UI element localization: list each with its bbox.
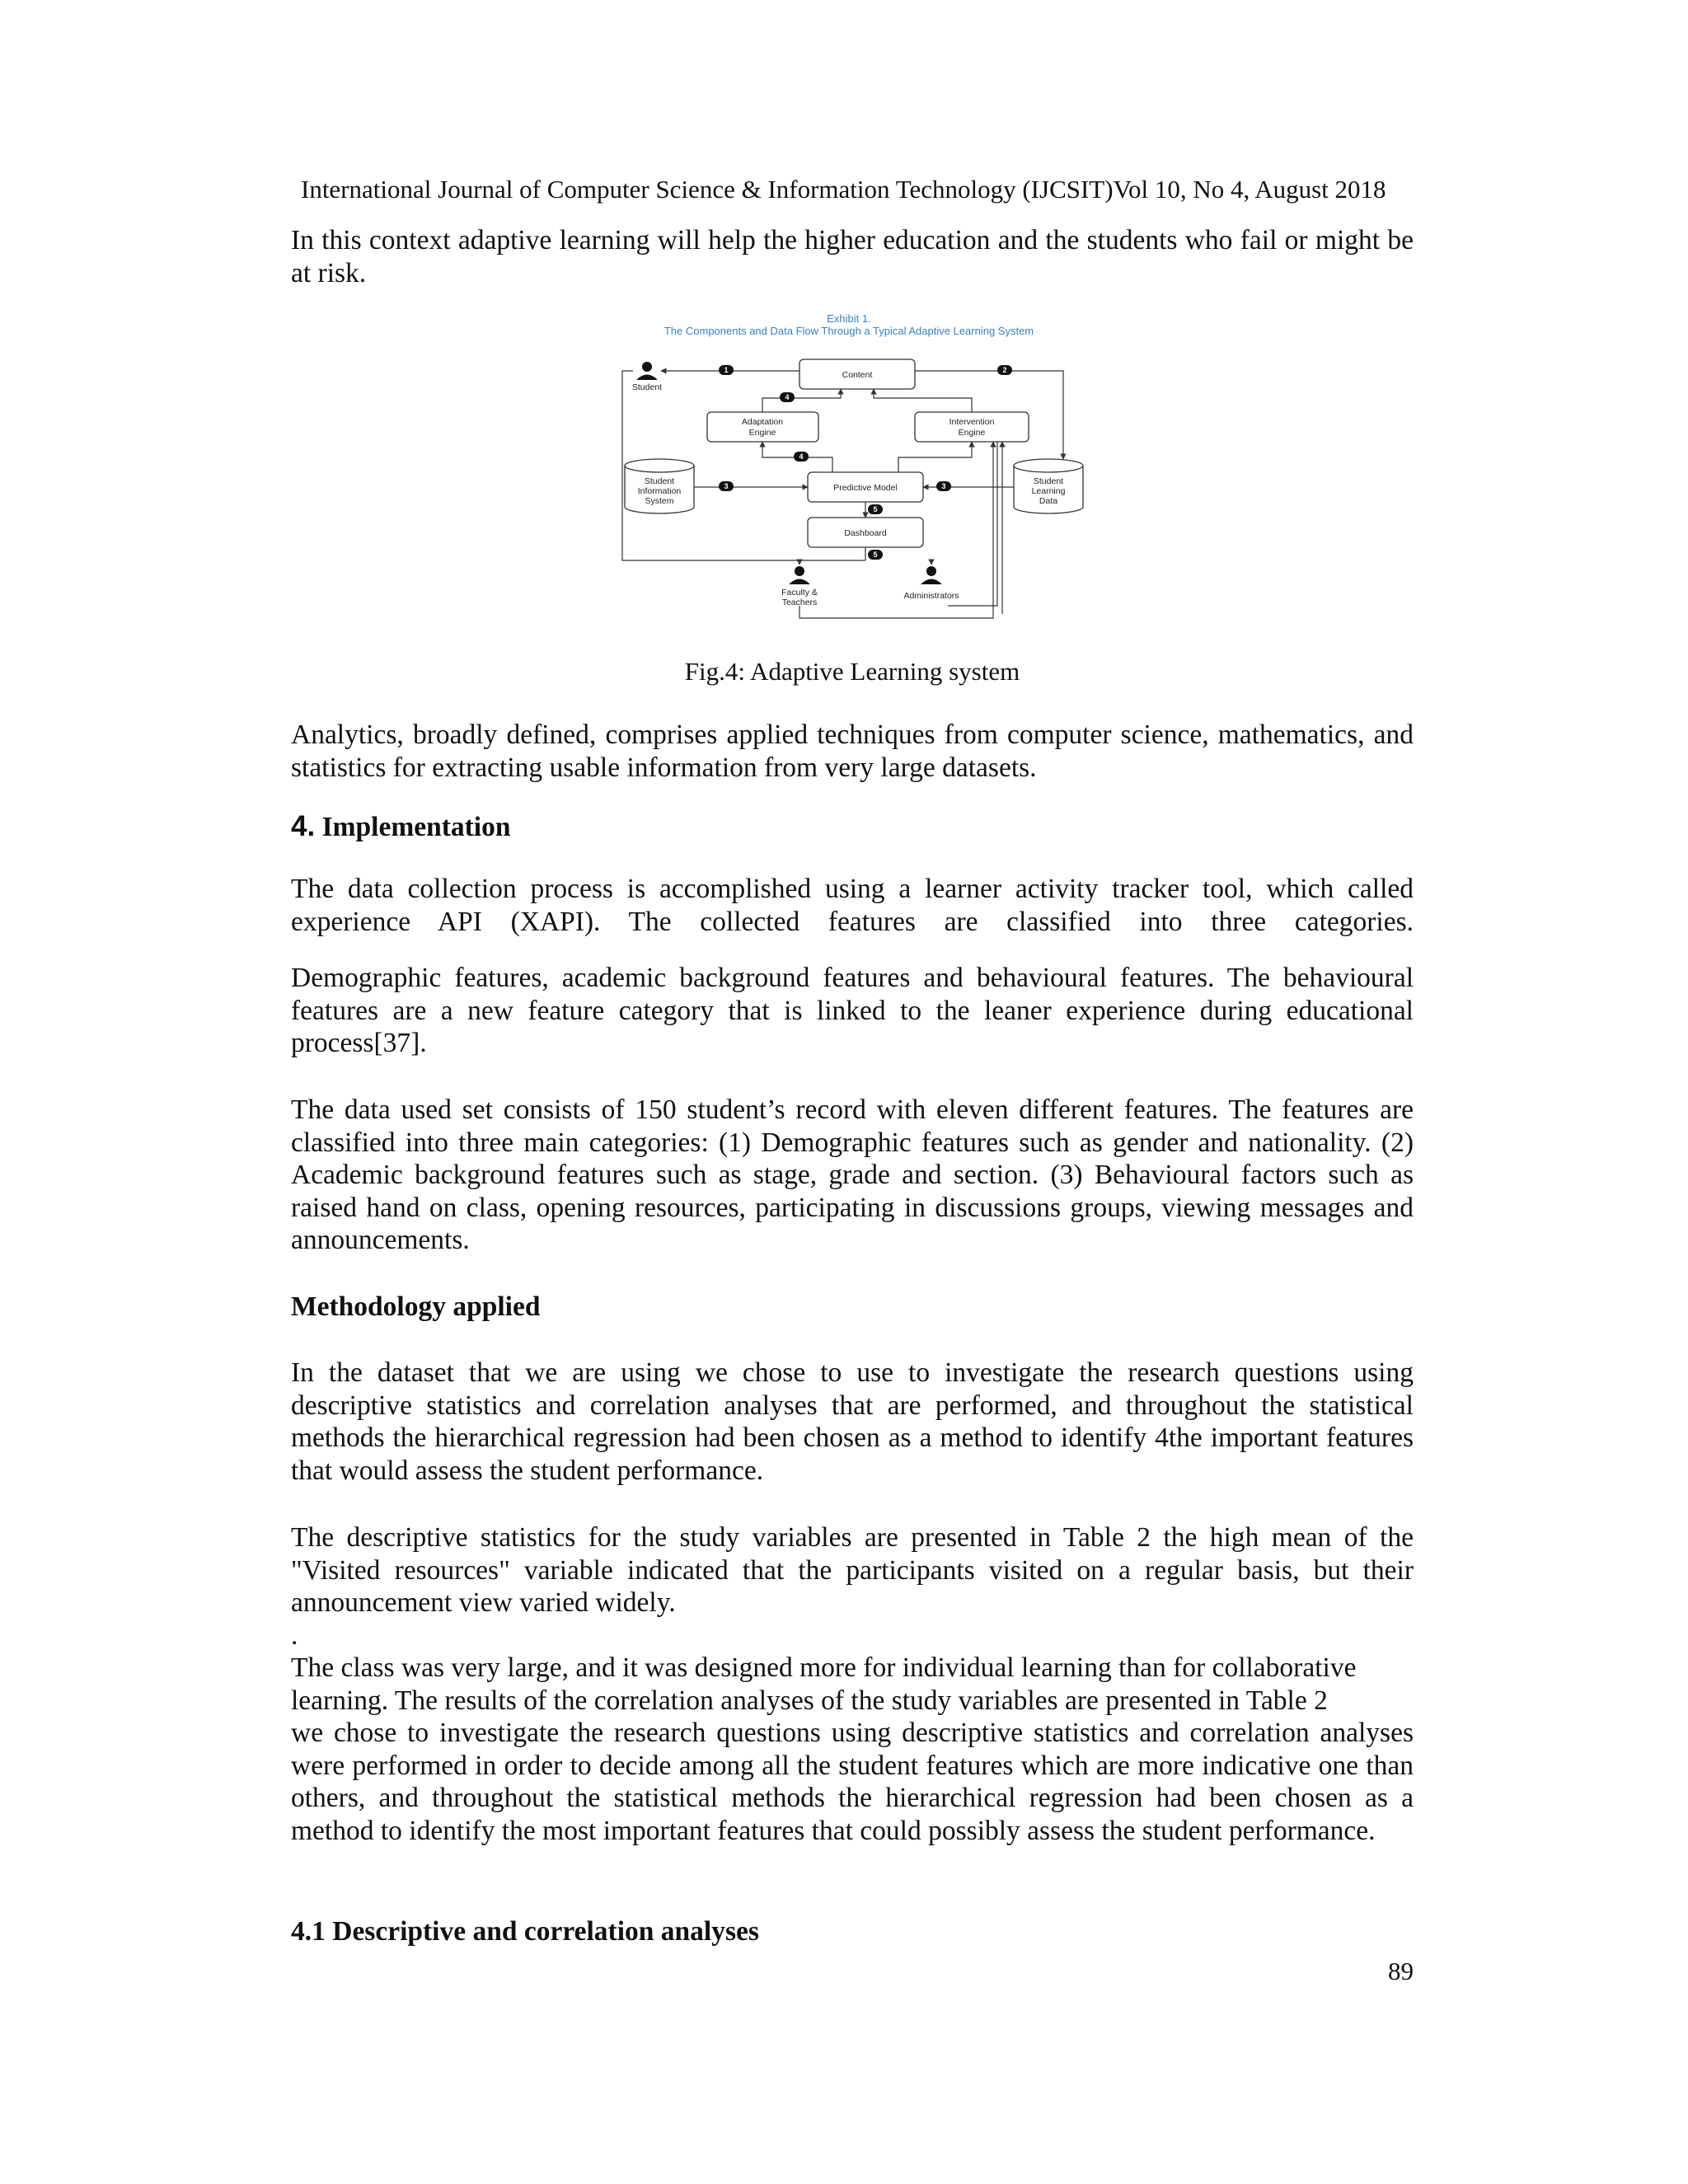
svg-text:3: 3 [724,482,729,490]
sis-label-2: Information [637,486,682,496]
descriptive-paragraph [291,1521,1414,1847]
descriptive-text: The descriptive statistics for the study variables are presented in Table 2 the high mean of the "Visited resources" variable indicated that the participants visited on a regular basis, but their announcement view varied widely. [291,1522,1414,1618]
section-4-heading [291,810,510,843]
section-41-heading: 4.1 Descriptive and correlation analyses [291,1916,759,1947]
class-text-2: we chose to investigate the research questions using descriptive statistics and correlation analyses were performed in order to decide among all the student features which are more indicative one than others, and throughout the statistical methods the hierarchical regression had been chosen as a method to identify the most important features that could possibly assess the student performance. [291,1718,1414,1846]
dot-line: . [291,1619,298,1651]
collection-paragraph [291,873,1414,938]
exhibit-title: The Components and Data Flow Through a Typical Adaptive Learning System [663,325,1034,337]
administrators-person-icon [921,566,942,584]
dataset-paragraph [291,1094,1414,1257]
section-4-title: Implementation [321,812,511,842]
svg-text:2: 2 [1002,366,1007,374]
adaptation-label-1: Adaptation [741,417,784,427]
faculty-person-icon [789,566,810,584]
badge-4-mid [794,452,809,462]
badge-4-top [780,392,795,402]
svg-text:4: 4 [785,393,790,401]
sis-label-1: Student [644,476,675,486]
badge-1 [719,365,734,375]
demographic-paragraph [291,962,1414,1060]
running-header: International Journal of Computer Science & Information Technology (IJCSIT)Vol 10, No 4, August 2018 [301,175,1386,204]
sis-label-3: System [645,496,674,506]
intervention-label-1: Intervention [949,417,995,427]
svg-text:3: 3 [941,482,946,490]
administrators-label: Administrators [903,591,959,601]
page-number: 89 [1388,1957,1414,1985]
student-label: Student [631,382,663,392]
demographic-text: Demographic features, academic background features and behavioural features. The behavioural features are a new feature category that is linked to the leaner experience during educational process[37]. [291,963,1414,1058]
section-4-number: 4. [291,810,316,842]
figure-caption: Fig.4: Adaptive Learning system [684,657,1020,686]
diagram-svg [569,309,1129,630]
dashboard-label: Dashboard [844,528,887,538]
intro-text: In this context adaptive learning will help the higher education and the students who fail or might be at risk. [291,225,1414,288]
collection-text: The data collection process is accomplished using a learner activity tracker tool, which called experience API (XAPI). The collected features are classified into three categories. [291,874,1414,937]
adaptive-learning-diagram [569,309,1129,630]
sld-label-3: Data [1039,496,1058,506]
methodology-heading: Methodology applied [291,1291,541,1322]
faculty-label-1: Faculty & [781,588,818,598]
intervention-label-2: Engine [958,428,986,438]
class-text-1: The class was very large, and it was designed more for individual learning than for collaborative learning. The results of the correlation analyses of the study variables are presented in Table 2 [291,1652,1357,1716]
badge-5-top [868,504,883,514]
intro-paragraph [291,224,1414,289]
badge-3-left [719,481,734,491]
sld-label-1: Student [1033,476,1064,486]
method-paragraph [291,1357,1414,1487]
method-text: In the dataset that we are using we chose to use to investigate the research questions using descriptive statistics and correlation analyses that are performed, and throughout the statistical methods the hierarchical regression had been chosen as a method to identify 4the important features that would assess the student performance. [291,1357,1414,1486]
badge-3-right [936,481,951,491]
svg-text:4: 4 [799,452,804,461]
svg-text:5: 5 [873,551,878,559]
analytics-paragraph [291,719,1414,784]
dataset-text: The data used set consists of 150 student’s record with eleven different features. The features are classified into three main categories: (1) Demographic features such as gender and nationality. (2) Academic background features such as stage, grade and section. (3) Behavioural factors such as raised hand on class, opening resources, participating in discussions groups, viewing messages and announcements. [291,1094,1414,1255]
analytics-text: Analytics, broadly defined, comprises applied techniques from computer science, mathematics, and statistics for extracting usable information from very large datasets. [291,719,1414,783]
faculty-label-2: Teachers [781,598,818,607]
svg-text:1: 1 [724,366,729,374]
exhibit-label: Exhibit 1. [827,312,871,325]
student-person-icon [636,362,658,380]
adaptation-label-2: Engine [748,428,776,438]
sld-label-2: Learning [1031,486,1066,496]
badge-5-bottom [868,550,883,560]
badge-2 [997,365,1012,375]
content-label: Content [842,370,873,380]
svg-text:5: 5 [873,505,878,513]
predictive-label: Predictive Model [833,483,898,493]
